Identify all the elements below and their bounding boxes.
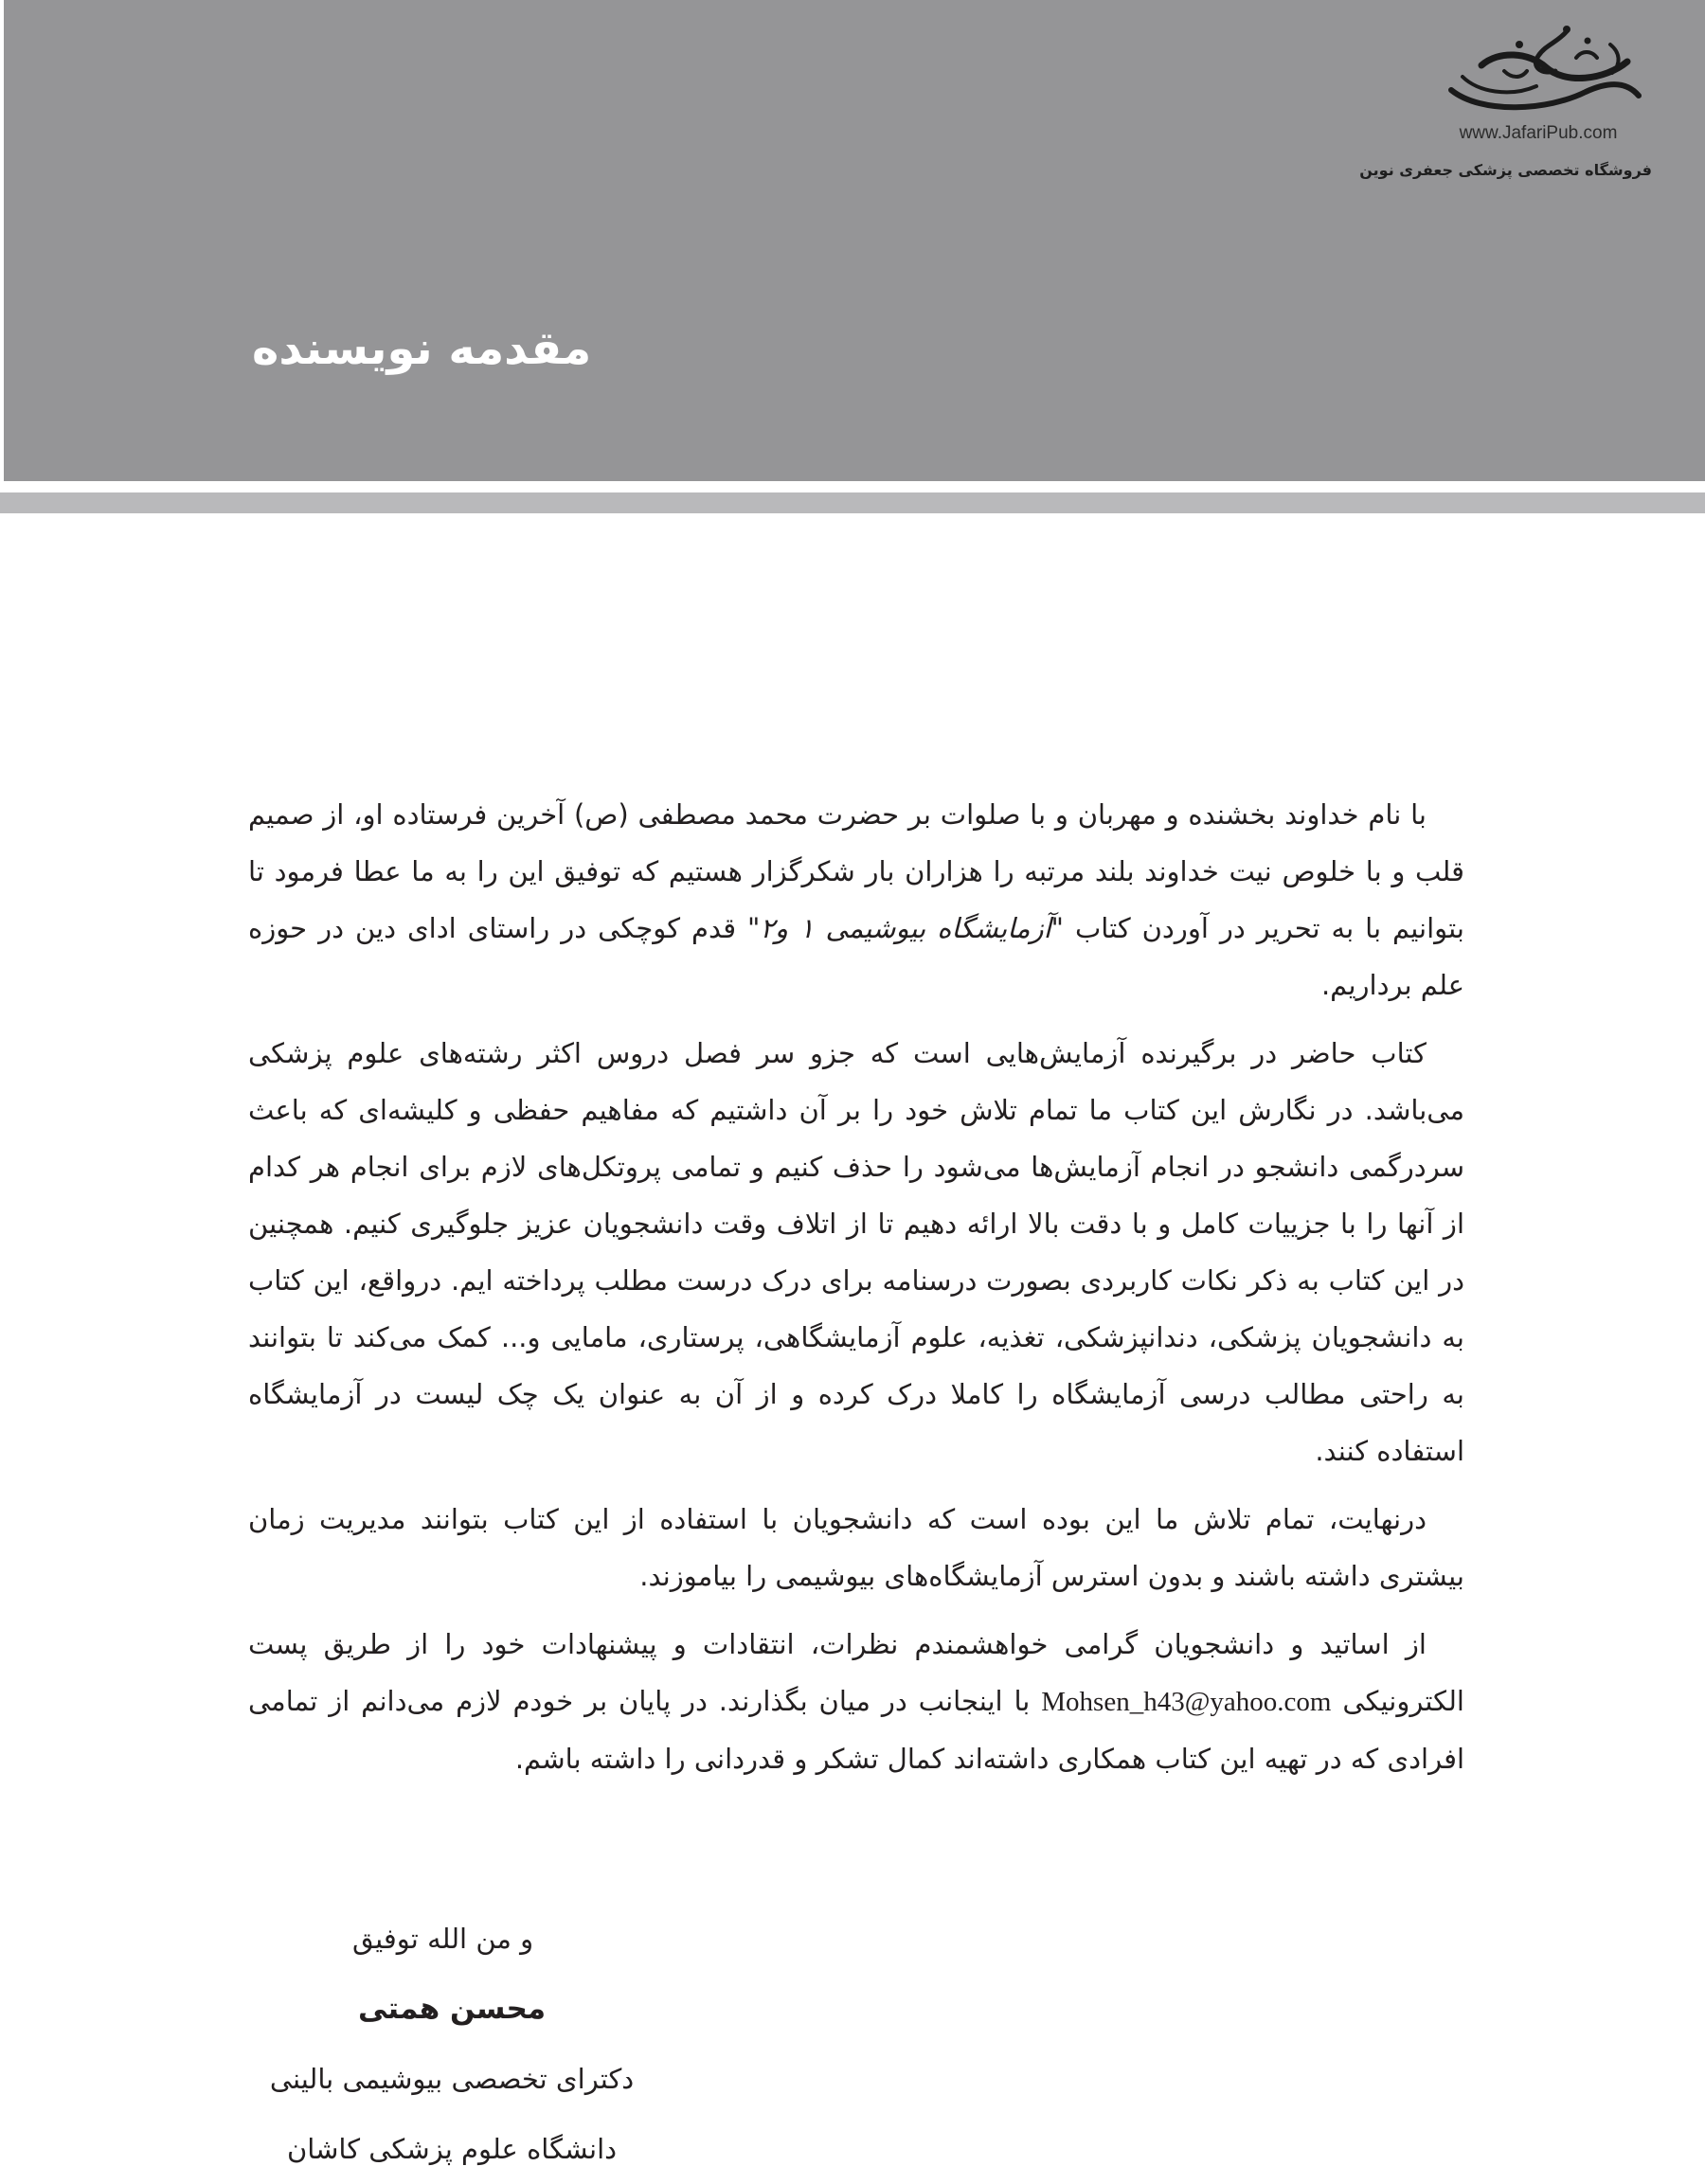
paragraph-4-text-end: با اینجانب در میان بگذارند. در پایان بر خودم لازم می‌دانم از تمامی افرادی که در تهیه این کتاب همکاری داشته‌اند کمال تشکر و قدردانی را داشته باشم.: [248, 1685, 1464, 1775]
author-degree: دکترای تخصصی بیوشیمی بالینی: [269, 2063, 635, 2095]
paragraph-2: کتاب حاضر در برگیرنده آزمایش‌هایی است که جزو سر فصل دروس اکثر رشته‌های علوم پزشکی می‌باشد. در نگارش این کتاب ما تمام تلاش خود را بر آن داشتیم که مفاهیم حفظی و کلیشه‌ای که باعث سردرگمی دانشجو در انجام آزمایش‌ها می‌شود را حذف کنیم و تمامی پروتکل‌های لازم برای انجام هر کدام از آنها را با جزییات کامل و با دقت بالا ارائه دهیم تا از اتلاف وقت دانشجویان عزیز جلوگیری کنیم. همچنین در این کتاب به ذکر نکات کاربردی بصورت درسنامه برای درک درست مطلب پرداخته ایم. درواقع، این کتاب به دانشجویان پزشکی، دندانپزشکی، تغذیه، علوم آزمایشگاهی، پرستاری، مامایی و... کمک می‌کند تا بتوانند به راحتی مطالب درسی آزمایشگاه را کاملا درک کرده و از آن به عنوان یک چک لیست در آزمایشگاه استفاده کنند.: [248, 1037, 1464, 1467]
author-email: Mohsen_h43@yahoo.com: [1041, 1687, 1332, 1717]
paragraph-3: درنهایت، تمام تلاش ما این بوده است که دانشجویان با استفاده از این کتاب بتوانند مدیریت زمان بیشتری داشته باشند و بدون استرس آزمایشگاه‌های بیوشیمی را بیاموزند.: [248, 1503, 1464, 1592]
paragraph-1-text-end: " قدم کوچکی در راستای ادای دین در حوزه علم برداریم.: [248, 912, 1464, 1001]
publisher-logo: [1359, 24, 1652, 194]
header-divider: [0, 492, 1705, 513]
publisher-shop-name: فروشگاه تخصصی پزشکی جعفری نوین: [1359, 161, 1652, 179]
signature-closing: و من الله توفیق: [352, 1923, 534, 1955]
paragraph-4: [248, 1616, 1464, 1787]
jafari-calligraphy-logo-icon: [1425, 24, 1652, 128]
author-university: دانشگاه علوم پزشکی کاشان: [286, 2133, 618, 2165]
paragraph-1: [248, 786, 1464, 1013]
page-title: مقدمه نویسنده: [252, 322, 592, 375]
paragraph-4-text-start: از اساتید و دانشجویان گرامی خواهشمندم نظرات، انتقادات و پیشنهادات خود را از طریق پست الکترونیکی: [248, 1628, 1464, 1717]
book-title: آزمایشگاه بیوشیمی ۱ و۲: [760, 912, 1051, 944]
preface-body: [248, 786, 1464, 1799]
author-signature-block: [248, 1904, 655, 2184]
header-band: [0, 0, 1705, 481]
publisher-url: www.JafariPub.com: [1459, 123, 1618, 143]
author-name: محسن همتی: [357, 1992, 547, 2026]
paragraph-1-text-start: با نام خداوند بخشنده و مهربان و با صلوات بر حضرت محمد مصطفی (ص) آخرین فرستاده او، از صمیم قلب و با خلوص نیت خداوند بلند مرتبه را هزاران بار شکرگزار هستیم که توفیق این را به ما عطا فرمود تا بتوانیم با به تحریر در آوردن کتاب ": [248, 798, 1464, 944]
